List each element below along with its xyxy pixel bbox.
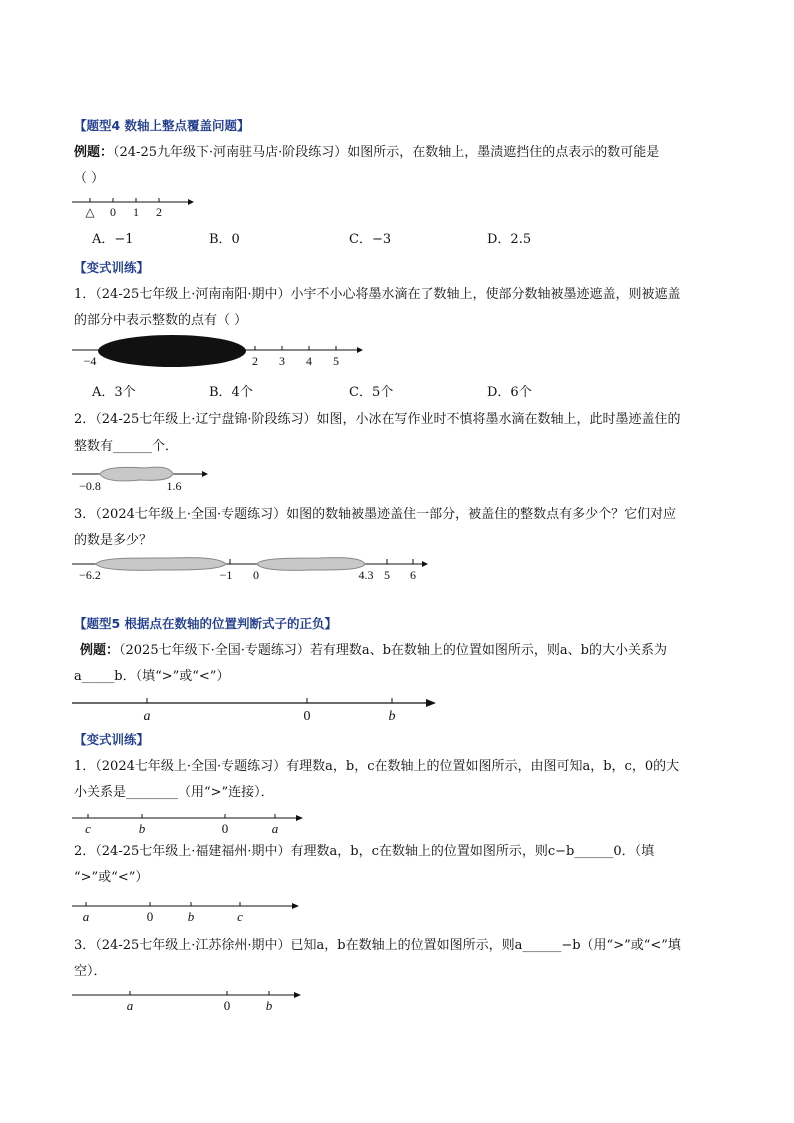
tick-label: 5 [384, 568, 390, 582]
section-title: 【题型5 根据点在数轴的位置判断式子的正负】 [74, 616, 338, 631]
question-text: 2．（24-25七年级上·福建福州·期中）有理数a，b，c在数轴上的位置如图所示，则c−b______0．（填 [74, 844, 655, 859]
example-question [74, 144, 659, 162]
ink-blot [257, 558, 365, 571]
tick-label: 6 [410, 568, 416, 582]
tick-label: b [187, 909, 195, 924]
tick-label: a [126, 998, 134, 1013]
tick-label: b [388, 709, 396, 724]
number-line [70, 554, 440, 584]
tick-label: 1 [133, 205, 139, 219]
tick-label: 4.3 [358, 568, 374, 582]
option: B．0 [209, 232, 240, 247]
number-line [70, 896, 310, 926]
tick-label: 0 [146, 909, 154, 924]
tick-label: 3 [279, 354, 285, 368]
option: D．2.5 [487, 232, 532, 247]
option: A．−1 [92, 232, 134, 247]
example-label: 例题： [80, 643, 120, 658]
tick-label: −0.8 [79, 479, 101, 493]
question-text: （2025七年级下·全国·专题练习）若有理数a、b在数轴上的位置如图所示，则a、b的大小关系为 [119, 643, 668, 658]
tick-label: 0 [303, 709, 311, 724]
number-line [70, 985, 310, 1015]
question-text: 的部分中表示整数的点有（ ） [74, 313, 248, 328]
tick-label: c [85, 821, 91, 836]
variant-title: 【变式训练】 [74, 260, 150, 275]
tick-label: 1.6 [166, 479, 182, 493]
tick-label: −4 [83, 354, 97, 368]
tick-label: 2 [156, 205, 162, 219]
question-text: 空）． [74, 964, 107, 979]
tick-label: b [265, 998, 273, 1013]
question-text: 的数是多少？ [74, 533, 153, 548]
tick-label: −6.2 [79, 568, 101, 582]
tick-label: a [82, 909, 90, 924]
question-text: 3．（2024七年级上·全国·专题练习）如图的数轴被墨迹盖住一部分，被盖住的整数点有多少个？它们对应 [74, 507, 677, 522]
question-text: （ ） [74, 171, 105, 186]
example-label: 例题： [74, 145, 114, 160]
tick-label: 4 [306, 354, 312, 368]
tick-label: a [271, 821, 279, 836]
tick-label: c [237, 909, 243, 924]
option: C．5个 [349, 385, 394, 400]
question-text: 1．（24-25七年级上·河南南阳·期中）小宇不小心将墨水滴在了数轴上，使部分数轴被墨迹遮盖，则被遮盖 [74, 287, 681, 302]
option: B．4个 [209, 385, 253, 400]
question-text: （24-25九年级下·河南驻马店·阶段练习）如图所示，在数轴上，墨渍遮挡住的点表示的数可能是 [113, 145, 660, 160]
option: C．−3 [349, 232, 392, 247]
example-question [80, 642, 667, 660]
tick-label: 2 [252, 354, 258, 368]
tick-label: △ [85, 205, 95, 219]
ink-blot [96, 558, 226, 571]
tick-label: 0 [221, 821, 229, 836]
tick-label: 0 [223, 998, 231, 1013]
tick-label: 5 [333, 354, 339, 368]
tick-label: 0 [110, 205, 116, 219]
question-text: 2．（24-25七年级上·辽宁盘锦·阶段练习）如图，小冰在写作业时不慎将墨水滴在数轴上，此时墨迹盖住的 [74, 412, 681, 427]
question-text: a_____b．（填“>”或“<”） [74, 669, 230, 684]
number-line [70, 462, 220, 494]
question-text: 1．（2024七年级上·全国·专题练习）有理数a，b，c在数轴上的位置如图所示，由图可知a，b，c，0的大 [74, 759, 680, 774]
variant-title: 【变式训练】 [74, 732, 150, 747]
number-line [70, 808, 310, 838]
question-text: 整数有______个． [74, 439, 179, 454]
question-text: 3．（24-25七年级上·江苏徐州·期中）已知a，b在数轴上的位置如图所示，则a______−b（用“>”或“<”填 [74, 938, 681, 953]
ink-blot [100, 467, 173, 481]
tick-label: a [143, 709, 151, 724]
tick-label: b [138, 821, 146, 836]
number-line [70, 692, 445, 726]
number-line [70, 192, 200, 220]
option: D．6个 [487, 385, 532, 400]
section-title: 【题型4 数轴上整点覆盖问题】 [74, 118, 250, 133]
ink-blot [98, 335, 246, 367]
question-text: 小关系是________（用“>”连接）． [74, 785, 274, 800]
option: A．3个 [92, 385, 136, 400]
tick-label: −1 [219, 568, 233, 582]
number-line [70, 338, 370, 372]
tick-label: 0 [253, 568, 259, 582]
question-text: “>”或“<”） [74, 870, 149, 885]
